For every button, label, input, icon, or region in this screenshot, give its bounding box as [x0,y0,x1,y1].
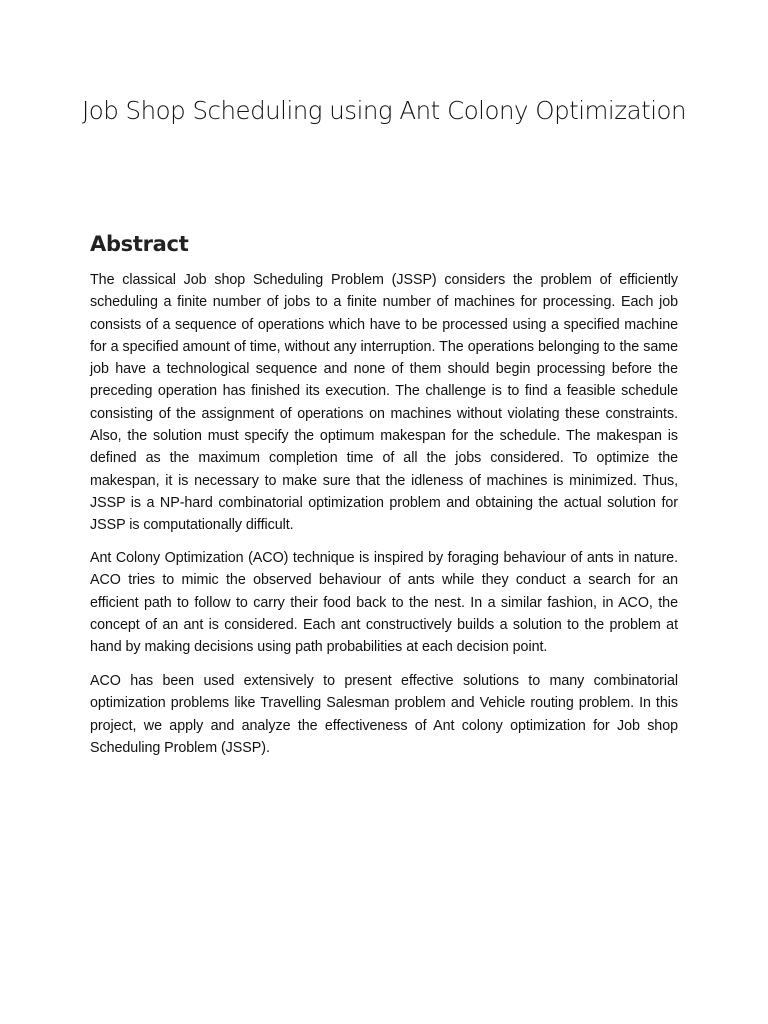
abstract-paragraph-3: ACO has been used extensively to present effective solutions to many combinatorial optimization problems like Travelling Salesman problem and Vehicle routing problem. In this project, we apply and analyze the effectiveness of Ant colony optimization for Job shop Scheduling Problem (JSSP). [90,673,678,756]
document-title: Job Shop Scheduling using Ant Colony Optimization [81,96,687,125]
abstract-paragraph-2: Ant Colony Optimization (ACO) technique is inspired by foraging behaviour of ants in nature. ACO tries to mimic the observed behaviour of ants while they conduct a search for an efficient path to follow to carry their food back to the nest. In a similar fashion, in ACO, the concept of an ant is considered. Each ant constructively builds a solution to the problem at hand by making decisions using path probabilities at each decision point. [90,550,678,656]
abstract-paragraph-1: The classical Job shop Scheduling Problem (JSSP) considers the problem of efficiently scheduling a finite number of jobs to a finite number of machines for processing. Each job consists of a sequence of operations which have to be processed using a specified machine for a specified amount of time, without any interruption. The operations belonging to the same job have a technological sequence and none of them should begin processing before the preceding operation has finished its execution. The challenge is to find a feasible schedule consisting of the assignment of operations on machines without violating these constraints. Also, the solution must specify the optimum makespan for the schedule. The makespan is defined as the maximum completion time of all the jobs considered. To optimize the makespan, it is necessary to make sure that the idleness of machines is minimized. Thus, JSSP is a NP-hard combinatorial optimization problem and obtaining the actual solution for JSSP is computationally difficult. [90,272,678,534]
abstract-heading: Abstract [90,232,189,256]
